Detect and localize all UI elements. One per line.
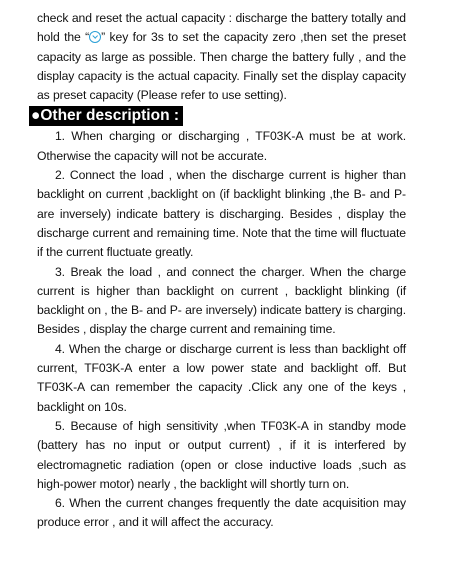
intro-text-start: check and reset the actual capacity : discharge the battery totally and hold the “: [37, 11, 406, 45]
description-item-4: 4. When the charge or discharge current is less than backlight off current, TF03K-A enter a low power state and backlight off. But TF03K-A can remember the capacity .Click any one of the keys , backlight on 10s.: [37, 341, 406, 414]
description-item-6: 6. When the current changes frequently the date acquisition may produce error , and it will affect the accuracy.: [37, 496, 406, 530]
description-item-1: 1. When charging or discharging , TF03K-A must be at work. Otherwise the capacity will not be accurate.: [37, 129, 406, 163]
description-item-5: 5. Because of high sensitivity ,when TF03K-A in standby mode (battery has no input or output current) , if it is interfered by electromagnetic radiation (open or close inductive loads ,such as high-power motor) nearly , the backlight will shortly turn on.: [37, 418, 406, 491]
document-page: [31, 9, 406, 533]
intro-text-end: ” key for 3s to set the capacity zero ,then set the preset capacity as large as possible. Then charge the battery fully , and the display capacity is the actual capacity. Finally set the display capacity as preset capacity (Please refer to use setting).: [37, 30, 406, 103]
intro-paragraph: [37, 9, 406, 105]
description-item-2: 2. Connect the load , when the discharge current is higher than backlight on current ,backlight on (if backlight blinking ,the B- and P- are inversely) indicate battery is discharging. Besides , display the discharge current and remaining time. Note that the time will fluctuate if the current fluctuate greatly.: [37, 168, 406, 260]
description-item-3: 3. Break the load , and connect the charger. When the charge current is higher than backlight on current , backlight blinking (if backlight on , the B- and P- are inversely) indicate battery is charging. Besides , display the charge current and remaining time.: [37, 264, 406, 337]
section-heading: ●Other description :: [29, 106, 183, 126]
chevron-down-circle-icon: [89, 31, 101, 43]
section-heading-wrap: [29, 106, 406, 127]
